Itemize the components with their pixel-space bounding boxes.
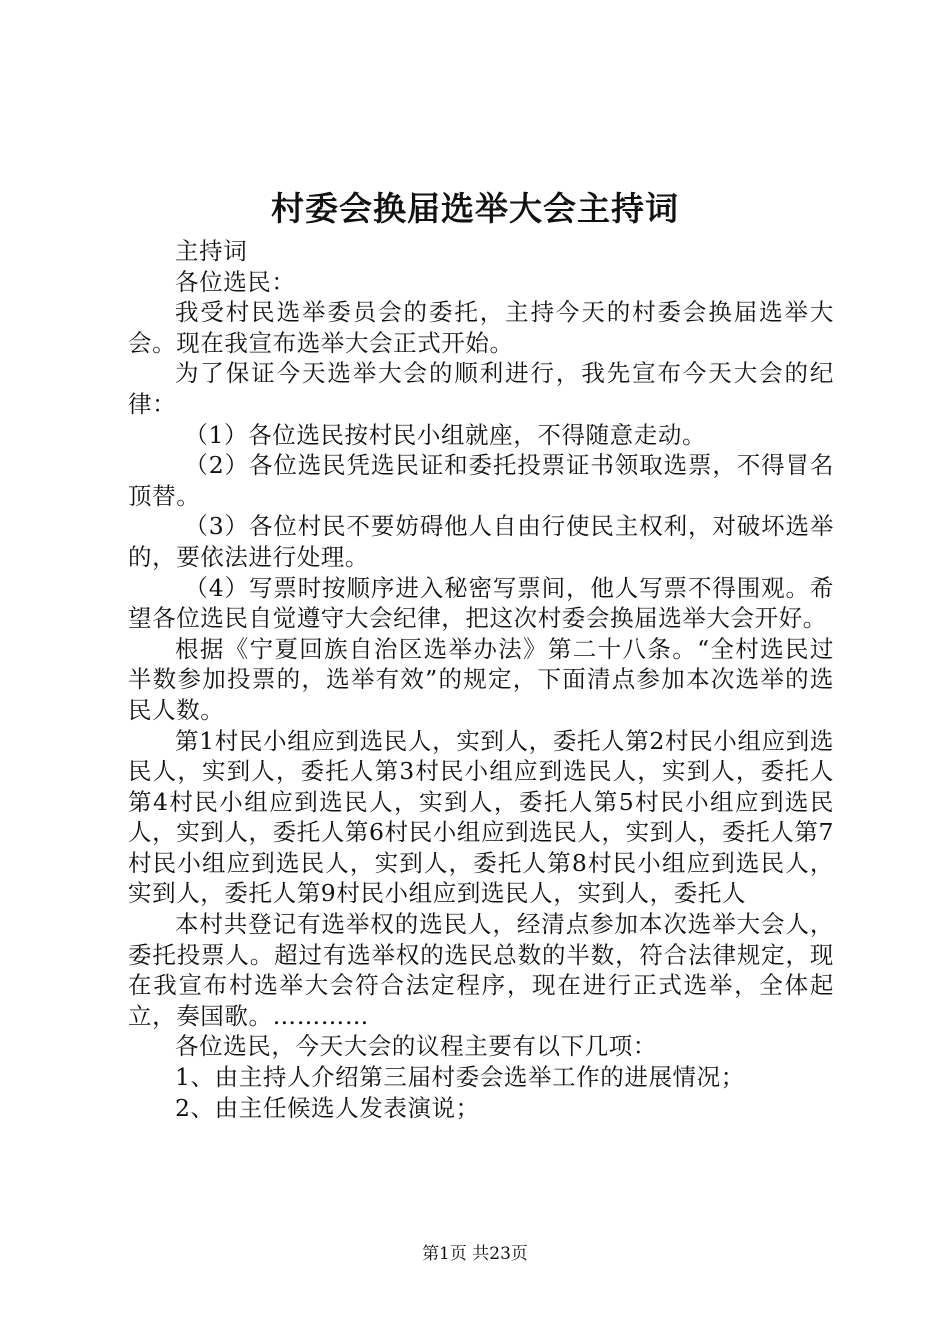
document-body	[128, 236, 834, 1123]
paragraph-discipline-intro: 为了保证今天选举大会的顺利进行，我先宣布今天大会的纪律：	[128, 359, 834, 418]
paragraph-quorum: 本村共登记有选举权的选民人，经清点参加本次选举大会人，委托投票人。超过有选举权的选民总数的半数，符合法律规定，现在我宣布村选举大会符合法定程序，现在进行正式选举，全体起立，奏国歌。…………	[128, 910, 834, 1030]
paragraph-legal-basis: 根据《宁夏回族自治区选举办法》第二十八条。“全村选民过半数参加投票的，选举有效”的规定，下面清点参加本次选举的选民人数。	[128, 634, 834, 724]
page-number: 第1页 共23页	[422, 1244, 528, 1264]
discipline-item-1: （1）各位选民按村民小组就座，不得随意走动。	[184, 420, 707, 449]
paragraph-opening: 我受村民选举委员会的委托，主持今天的村委会换届选举大会。现在我宣布选举大会正式开始。	[128, 298, 834, 357]
document-title: 村委会换届选举大会主持词	[271, 189, 679, 228]
agenda-item-2: 2、由主任候选人发表演说；	[175, 1093, 480, 1122]
paragraph-agenda-intro: 各位选民，今天大会的议程主要有以下几项：	[175, 1032, 657, 1061]
paragraph-salutation: 各位选民：	[175, 267, 296, 296]
agenda-item-1: 1、由主持人介绍第三届村委会选举工作的进展情况；	[175, 1063, 745, 1092]
paragraph-group-counts: 第1村民小组应到选民人，实到人，委托人第2村民小组应到选民人，实到人，委托人第3村民小组应到选民人，实到人，委托人第4村民小组应到选民人，实到人，委托人第5村民小组应到选民人，实到人，委托人第6村民小组应到选民人，实到人，委托人第7村民小组应到选民人，实到人，委托人第8村民小组应到选民人，实到人，委托人第9村民小组应到选民人，实到人，委托人	[128, 726, 834, 908]
discipline-item-3: （3）各位村民不要妨碍他人自由行使民主权利，对破坏选举的，要依法进行处理。	[128, 512, 834, 571]
discipline-item-4: （4）写票时按顺序进入秘密写票间，他人写票不得围观。希望各位选民自觉遵守大会纪律，把这次村委会换届选举大会开好。	[128, 573, 834, 633]
paragraph-heading: 主持词	[175, 237, 248, 265]
discipline-item-2: （2）各位选民凭选民证和委托投票证书领取选票，不得冒名顶替。	[128, 451, 834, 510]
